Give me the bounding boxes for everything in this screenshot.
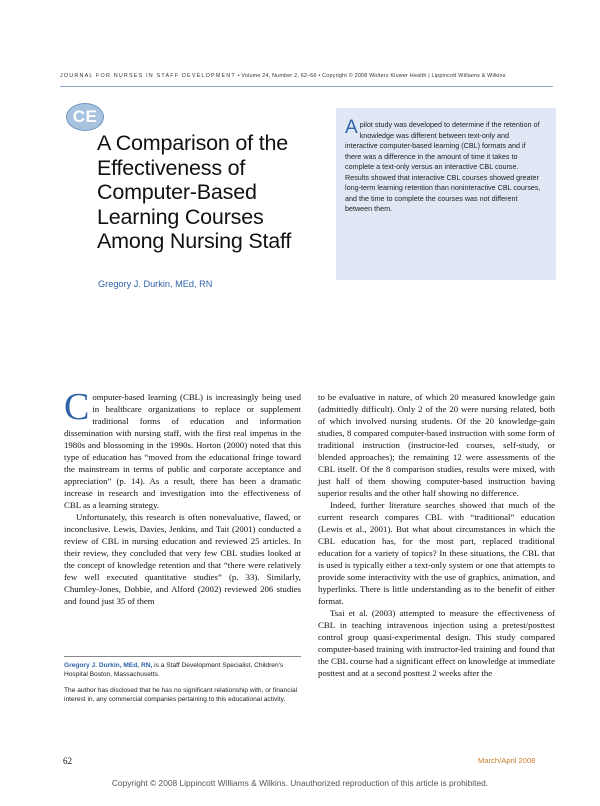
footnote-disclosure: The author has disclosed that he has no significant relationship with, or financial interest in, any commercial companies pertaining to this educational activity. xyxy=(64,687,298,704)
journal-name: JOURNAL FOR NURSES IN STAFF DEVELOPMENT xyxy=(60,73,236,79)
page-number: 62 xyxy=(63,756,72,766)
body-paragraph: Tsai et al. (2003) attempted to measure the effectiveness of CBL in teaching intravenous injection using a pretest/posttest control group quasi-experimental design. This study compared computer-based training with instructor-led training and found that the CBL course had a significant effect on knowledge at immediate posttest and at a second posttest 2 weeks after the xyxy=(318,608,555,678)
ce-badge: CE xyxy=(66,103,104,131)
issue-date: March/April 2008 xyxy=(478,756,536,765)
author-footnote xyxy=(64,661,301,711)
footnote-divider xyxy=(64,656,301,657)
body-paragraph-text: omputer-based learning (CBL) is increasingly being used in healthcare organizations to replace or supplement traditional forms of education and information dissemination with nursing staff, with the first real impetus in the 1980s and blossoming in the 1990s. Horton (2000) noted that this type of education has “moved from the educational fringe toward the mainstream in terms of public and corporate acceptance and appreciation” (p. 14). As a result, there has been a dramatic increase in research and investigation into the effectiveness of CBL as a learning strategy. xyxy=(64,392,301,510)
abstract-dropcap: A xyxy=(345,117,358,138)
body-column-right xyxy=(318,391,555,679)
body-column-left xyxy=(64,386,301,607)
body-paragraph: Unfortunately, this research is often nonevaluative, flawed, or inconclusive. Lewis, Davies, Jenkins, and Tait (2001) conducted a review of CBL in nursing education and reviewed 25 articles. In their review, they concluded that very few CBL studies looked at the concept of knowledge retention and that “there were relatively few well executed quantitative studies” (p. 33). Similarly, Chumley-Jones, Dobbie, and Alford (2002) reviewed 206 studies and found just 35 of them xyxy=(64,512,301,606)
abstract-text xyxy=(345,117,542,215)
body-dropcap: C xyxy=(64,386,90,428)
journal-details: • Volume 24, Number 2, 62–66 • Copyright © 2008 Wolters Kluwer Health | Lippincott Williams & Wilkins xyxy=(235,73,506,79)
body-paragraph xyxy=(64,386,301,511)
copyright-notice: Copyright © 2008 Lippincott Williams & Wilkins. Unauthorized reproduction of this article is prohibited. xyxy=(111,778,489,788)
article-title: A Comparison of the Effectiveness of Computer-Based Learning Courses Among Nursing Staff xyxy=(97,131,292,253)
body-paragraph: Indeed, further literature searches showed that much of the current research compares CBL with “traditional” education (Lewis et al., 2001). But what about circumstances in which the CBL education has, for the most part, replaced traditional education for a variety of topics? In these situations, the CBL that is used is typically either a text-only system or one that attempts to provide some interactivity with the use of graphics, animation, and hyperlinks. There is little understanding as to the benefit of either format. xyxy=(318,500,555,606)
abstract-box xyxy=(336,108,556,280)
abstract-body: pilot study was developed to determine if the retention of knowledge was different between text-only and interactive computer-based learning (CBL) formats and if there was a difference in the amount of time it takes to complete a text-only versus an interactive CBL course. Results showed that interactive CBL courses showed greater long-term learning retention than noninteractive CBL courses, and the time to complete the courses was not different between them. xyxy=(345,120,541,213)
footnote-affiliation-text: is a Staff Development Specialist, Children’s Hospital Boston, Massachusetts. xyxy=(64,662,284,679)
header-divider xyxy=(60,86,553,87)
journal-header xyxy=(60,73,560,79)
footnote-author-name: Gregory J. Durkin, MEd, RN, xyxy=(64,662,153,669)
body-paragraph: to be evaluative in nature, of which 20 measured knowledge gain (admittedly difficult). Only 2 of the 20 were nursing related, both of which involved nursing students. Of the 20 knowledge-gain studies, 8 compared computer-based instruction with some form of traditional instruction (instructor-led courses, self-study, or blended approaches); the remaining 12 were assessments of the CBL itself. Of the 8 comparison studies, results were mixed, with just half of them showing computer-based instruction having superior results and the other half showing no difference. xyxy=(318,392,555,498)
article-author: Gregory J. Durkin, MEd, RN xyxy=(98,279,213,289)
footnote-affiliation xyxy=(64,661,301,679)
